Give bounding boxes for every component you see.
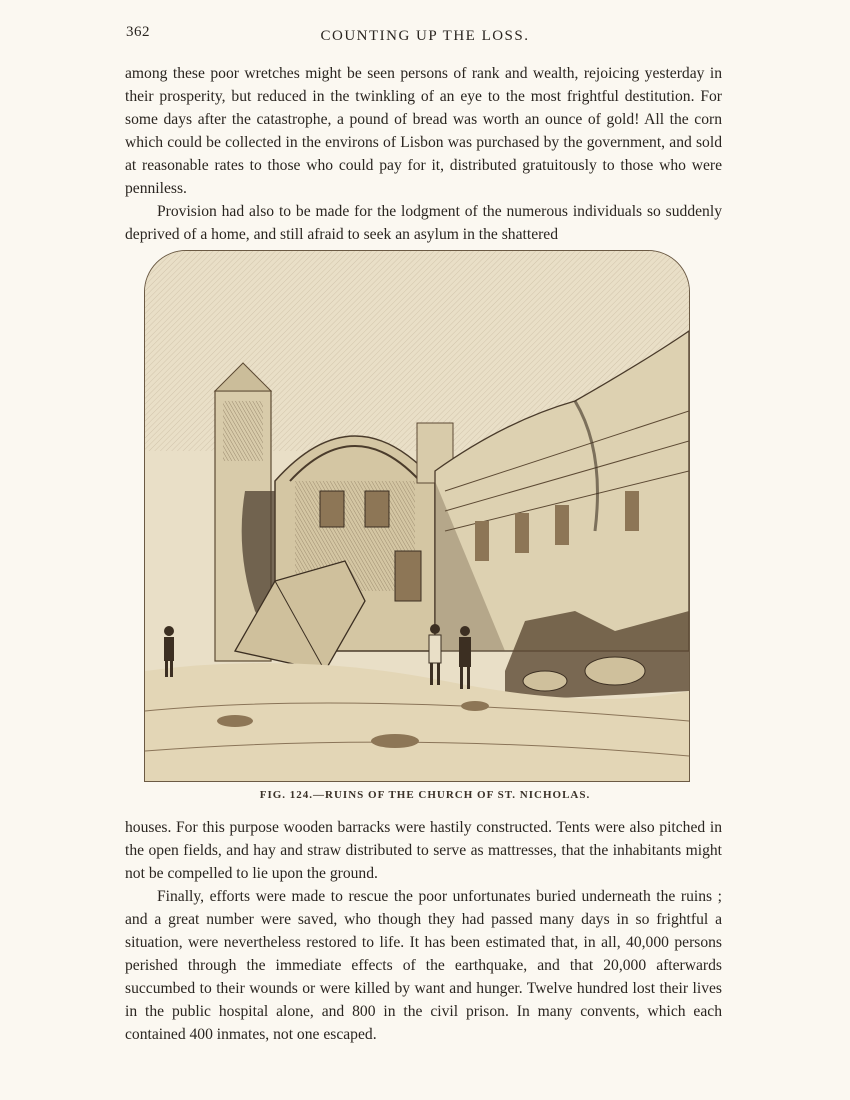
text-block-bottom <box>125 816 722 1046</box>
paragraph: houses. For this purpose wooden barracks were hastily constructed. Tents were also pitched in the open fields, and hay and straw distributed to serve as mattresses, that the inhabitants might not be compelled to lie upon the ground. <box>125 819 722 882</box>
ruins-engraving <box>144 250 690 782</box>
text-block-top <box>125 62 722 246</box>
paragraph: among these poor wretches might be seen persons of rank and wealth, rejoicing yesterday in their prosperity, but reduced in the twinkling of an eye to the most frightful destitution. For some days after the catastrophe, a pound of bread was worth an ounce of gold! All the corn which could be collected in the environs of Lisbon was purchased by the government, and sold at reasonable rates to those who could pay for it, distributed gratuitously to those who were penniless. <box>125 65 722 197</box>
page-number: 362 <box>126 24 150 40</box>
paragraph: Provision had also to be made for the lodgment of the numerous individuals so suddenly deprived of a home, and still afraid to seek an asylum in the shattered <box>125 203 722 243</box>
running-head: COUNTING UP THE LOSS. <box>320 28 530 44</box>
figure-caption: FIG. 124.—RUINS OF THE CHURCH OF ST. NICHOLAS. <box>259 789 591 801</box>
paragraph: Finally, efforts were made to rescue the poor unfortunates buried underneath the ruins ; and a great number were saved, who though they had passed many days in so frightful a situation, were nevertheless restored to life. It has been estimated that, in all, 40,000 persons perished through the immediate effects of the earthquake, and that 20,000 afterwards succumbed to their wounds or were killed by want and hunger. Twelve hundred lost their lives in the public hospital alone, and 800 in the civil prison. In many convents, which each contained 400 inmates, not one escaped. <box>125 888 722 1043</box>
